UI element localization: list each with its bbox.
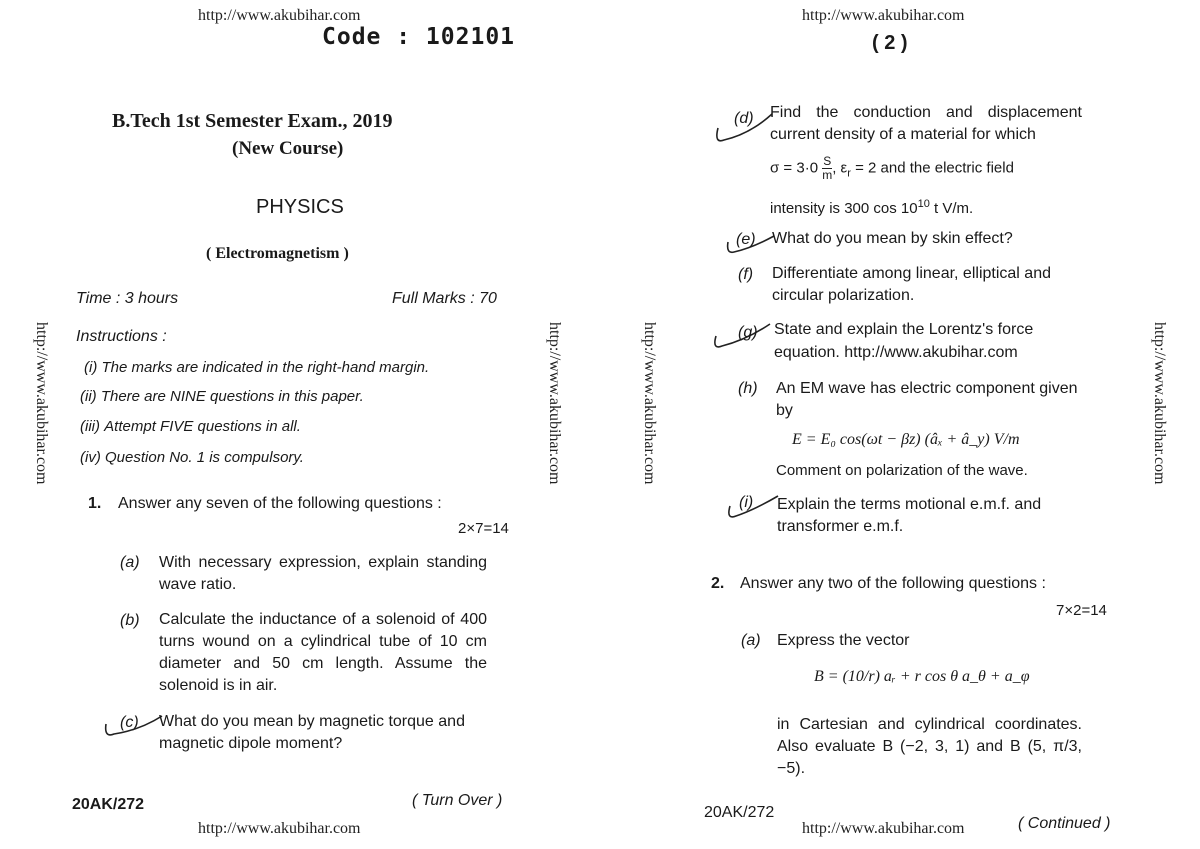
instruction-item: (iv) Question No. 1 is compulsory. — [80, 449, 304, 466]
question-text: Answer any seven of the following questions : — [118, 495, 442, 512]
question-text: Answer any two of the following questions : — [740, 575, 1046, 592]
part-label: (b) — [120, 612, 140, 629]
part-label: (d) — [734, 110, 754, 127]
part-text: Explain the terms motional e.m.f. and transformer e.m.f. — [777, 496, 1042, 535]
part-label: (g) — [738, 324, 758, 341]
footer-turn-over: ( Turn Over ) — [412, 792, 503, 809]
instruction-item: (iii) Attempt FIVE questions in all. — [80, 418, 301, 435]
part-label: (a) — [741, 632, 761, 649]
handwritten-tick-icon — [724, 490, 784, 522]
part-label: (e) — [736, 231, 756, 248]
exam-title: B.Tech 1st Semester Exam., 2019 — [112, 110, 393, 132]
part-text: State and explain the Lorentz's force — [774, 321, 1034, 338]
question-number: 2. — [711, 575, 725, 592]
part-label: (i) — [739, 494, 754, 511]
header-url: http://www.akubihar.com — [198, 7, 361, 24]
part-text: Comment on polarization of the wave. — [776, 462, 1028, 479]
question-number: 1. — [88, 495, 102, 512]
subject-title: PHYSICS — [256, 196, 344, 218]
part-text-url: equation. http://www.akubihar.com — [774, 344, 1018, 361]
question-marks: 7×2=14 — [1056, 602, 1107, 619]
part-text: Calculate the inductance of a solenoid of 400 turns wound on a cylindrical tube of 10 cm diameter and 50 cm length. Assume the solenoid is in air. — [159, 611, 487, 694]
full-marks-label: Full Marks : 70 — [392, 290, 497, 307]
part-text: Express the vector — [777, 632, 910, 649]
subject-subtitle: ( Electromagnetism ) — [206, 245, 349, 262]
part-text: An EM wave has electric component given by — [776, 380, 1078, 419]
vector-formula: B = (10/r) aᵣ + r cos θ a_θ + a_φ — [814, 668, 1030, 685]
course-label: (New Course) — [232, 138, 344, 159]
footer-code: 20AK/272 — [704, 804, 775, 821]
part-label: (f) — [738, 266, 754, 283]
conductivity-formula: σ = 3·0 $\frac{S}{m}$ , $\varepsilon_r = 2$ and the electric field — [770, 154, 1014, 182]
part-text: Find the conduction and displacement current density of a material for which — [770, 104, 1082, 143]
time-label: Time : 3 hours — [76, 290, 179, 307]
side-watermark: http://www.akubihar.com — [546, 322, 563, 485]
footer-url: http://www.akubihar.com — [198, 820, 361, 837]
part-label: (a) — [120, 554, 140, 571]
part-text: What do you mean by magnetic torque and magnetic dipole moment? — [159, 713, 465, 752]
question-marks: 2×7=14 — [458, 520, 509, 537]
instructions-heading: Instructions : — [76, 328, 167, 345]
paper-code: Code : 102101 — [322, 24, 516, 50]
footer-code: 20AK/272 — [72, 796, 145, 813]
field-intensity-text: intensity is 300 $\cos 10^{10}$ t V/m. — [770, 198, 974, 217]
footer-continued: ( Continued ) — [1018, 815, 1111, 832]
side-watermark: http://www.akubihar.com — [33, 322, 50, 485]
side-watermark: http://www.akubihar.com — [641, 322, 658, 485]
side-watermark: http://www.akubihar.com — [1151, 322, 1168, 485]
page-number: ( 2 ) — [872, 32, 908, 54]
footer-url: http://www.akubihar.com — [802, 820, 965, 837]
part-text: What do you mean by skin effect? — [772, 230, 1013, 247]
part-text: in Cartesian and cylindrical coordinates. Also evaluate B (−2, 3, 1) and B (5, π/3, −5). — [777, 716, 1082, 777]
part-label: (c) — [120, 714, 139, 731]
wave-equation: E = E₀ cos(ωt − βz) (âₓ + â_y) V/m — [792, 431, 1020, 448]
part-text: Differentiate among linear, elliptical and circular polarization. — [772, 265, 1051, 304]
header-url: http://www.akubihar.com — [802, 7, 965, 24]
part-label: (h) — [738, 380, 758, 397]
exam-page-2 — [600, 0, 1200, 849]
instruction-item: (ii) There are NINE questions in this paper. — [80, 388, 364, 405]
instruction-item: (i) The marks are indicated in the right-hand margin. — [84, 359, 430, 376]
part-text: With necessary expression, explain standing wave ratio. — [159, 554, 487, 593]
